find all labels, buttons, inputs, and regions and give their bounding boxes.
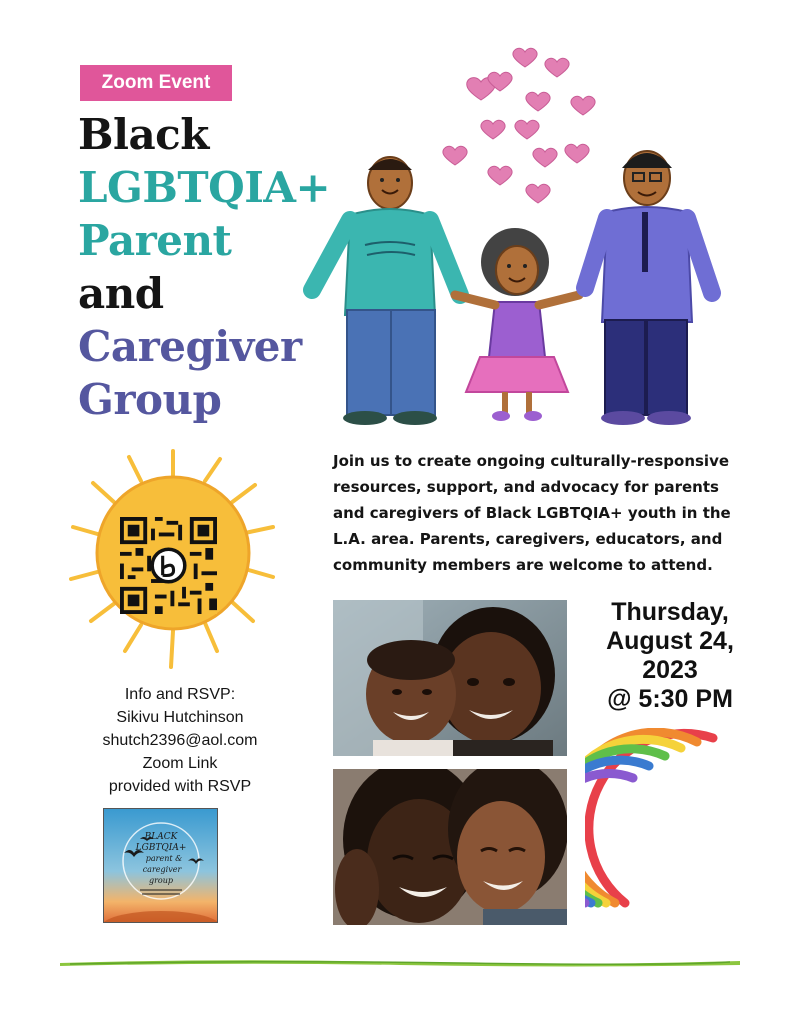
logo-line-4: caregiver bbox=[142, 865, 182, 874]
logo-line-1: BLACK bbox=[144, 832, 178, 842]
heart-icon bbox=[488, 166, 512, 185]
title-line-and: and bbox=[78, 269, 164, 318]
info-heading: Info and RSVP: bbox=[124, 686, 236, 703]
title-line-caregiver: Caregiver bbox=[78, 322, 302, 371]
heart-icon bbox=[545, 58, 569, 77]
event-month-day: August 24, bbox=[606, 627, 734, 655]
heart-icon bbox=[565, 144, 589, 163]
children-photo bbox=[333, 600, 567, 756]
title-line-black: Black bbox=[78, 110, 209, 159]
event-time: @ 5:30 PM bbox=[607, 685, 733, 713]
right-parent-figure bbox=[585, 151, 712, 425]
event-year: 2023 bbox=[642, 656, 698, 684]
group-logo bbox=[103, 808, 218, 923]
left-parent-figure bbox=[312, 157, 460, 425]
event-type-badge: Zoom Event bbox=[80, 65, 232, 101]
event-day: Thursday, bbox=[611, 598, 729, 626]
heart-icon bbox=[443, 146, 467, 165]
bird-icon bbox=[188, 859, 204, 865]
heart-icon bbox=[533, 148, 557, 167]
zoom-link-note: Zoom Link bbox=[142, 755, 218, 772]
heart-icon bbox=[526, 184, 550, 203]
event-date bbox=[570, 598, 770, 714]
heart-icon bbox=[526, 92, 550, 111]
family-illustration bbox=[295, 40, 745, 440]
hearts-group bbox=[443, 48, 595, 203]
title-line-lgbtqia: LGBTQIA+ bbox=[78, 163, 331, 212]
contact-name: Sikivu Hutchinson bbox=[116, 709, 244, 726]
title-line-group: Group bbox=[78, 375, 222, 424]
heart-icon bbox=[571, 96, 595, 115]
rainbow-illustration bbox=[585, 728, 725, 908]
qr-code-icon[interactable] bbox=[120, 517, 217, 614]
flyer-title bbox=[78, 108, 331, 426]
logo-line-2: LGBTQIA+ bbox=[135, 843, 187, 853]
child-figure bbox=[455, 228, 579, 421]
rsvp-note: provided with RSVP bbox=[108, 778, 252, 795]
event-description: Join us to create ongoing culturally-responsive resources, support, and advocacy for parents and caregivers of Black LGBTQIA+ youth in the L.A. area. Parents, caregivers, educators, and community members are welcome to attend. bbox=[333, 452, 731, 574]
heart-icon bbox=[515, 120, 539, 139]
logo-line-5: group bbox=[148, 876, 174, 885]
grass-divider bbox=[60, 955, 740, 969]
contact-email[interactable]: shutch2396@aol.com bbox=[102, 732, 258, 749]
women-photo bbox=[333, 769, 567, 925]
title-line-parent: Parent bbox=[78, 216, 232, 265]
logo-line-3: parent & bbox=[145, 854, 183, 863]
rsvp-info bbox=[70, 683, 290, 798]
heart-icon bbox=[481, 120, 505, 139]
heart-icon bbox=[513, 48, 537, 67]
